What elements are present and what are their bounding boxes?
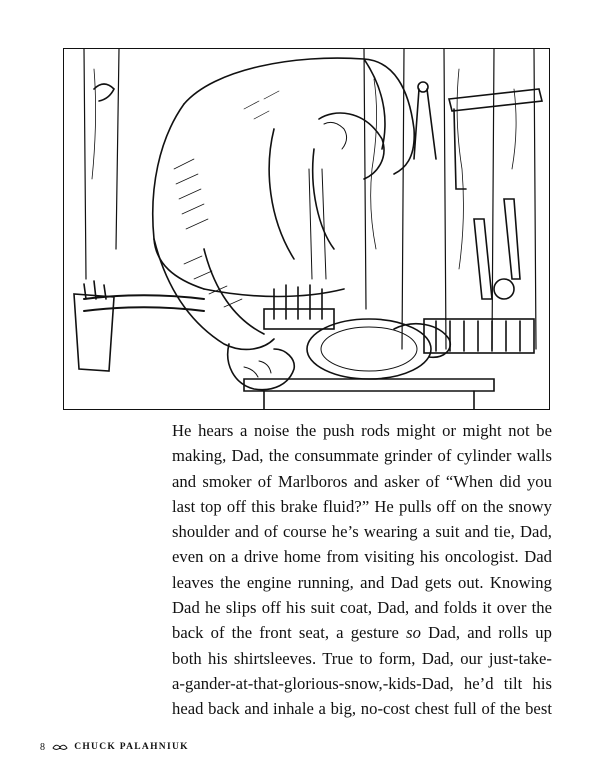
text-line: last top off this brake fluid?” He pulls off on the snowy: [172, 496, 552, 516]
emphasis: so: [406, 623, 421, 643]
page-number: 8: [40, 741, 47, 753]
text-line: shoulder and of course he’s wearing a suit and tie, Dad,: [172, 522, 552, 542]
text-line: leaves the engine running, and Dad gets out. Knowing: [172, 572, 552, 592]
wall-hook: [94, 84, 114, 101]
body-paragraph: [172, 418, 552, 722]
text-line: both his shirtsleeves. True to form, Dad, our just-take-: [172, 648, 552, 668]
grinder-bench: [244, 285, 494, 410]
author-name: CHUCK PALAHNIUK: [74, 742, 189, 752]
text-line: head back and inhale a big, no-cost chest full of the best: [172, 699, 552, 719]
text-line: and smoker of Marlboros and asker of “When did you: [172, 471, 552, 491]
text-line: back of the front seat, a gesture so Dad, and rolls up: [172, 623, 552, 643]
text-line: making, Dad, the consummate grinder of cylinder walls: [172, 446, 552, 466]
illustration-drawing: [64, 49, 550, 410]
hooded-figure: [74, 58, 414, 390]
hanging-tools: [414, 82, 542, 353]
text-line: Dad he slips off his suit coat, Dad, and folds it over the: [172, 598, 552, 618]
fleuron-icon: [52, 742, 68, 752]
text-line: He hears a noise the push rods might or might not be: [172, 421, 552, 440]
text-line: even on a drive home from visiting his oncologist. Dad: [172, 547, 552, 567]
running-footer: [40, 740, 189, 754]
chapter-illustration: [63, 48, 550, 410]
text-line: a-gander-at-that-glorious-snow,-kids-Dad, he’d tilt his: [172, 673, 552, 693]
